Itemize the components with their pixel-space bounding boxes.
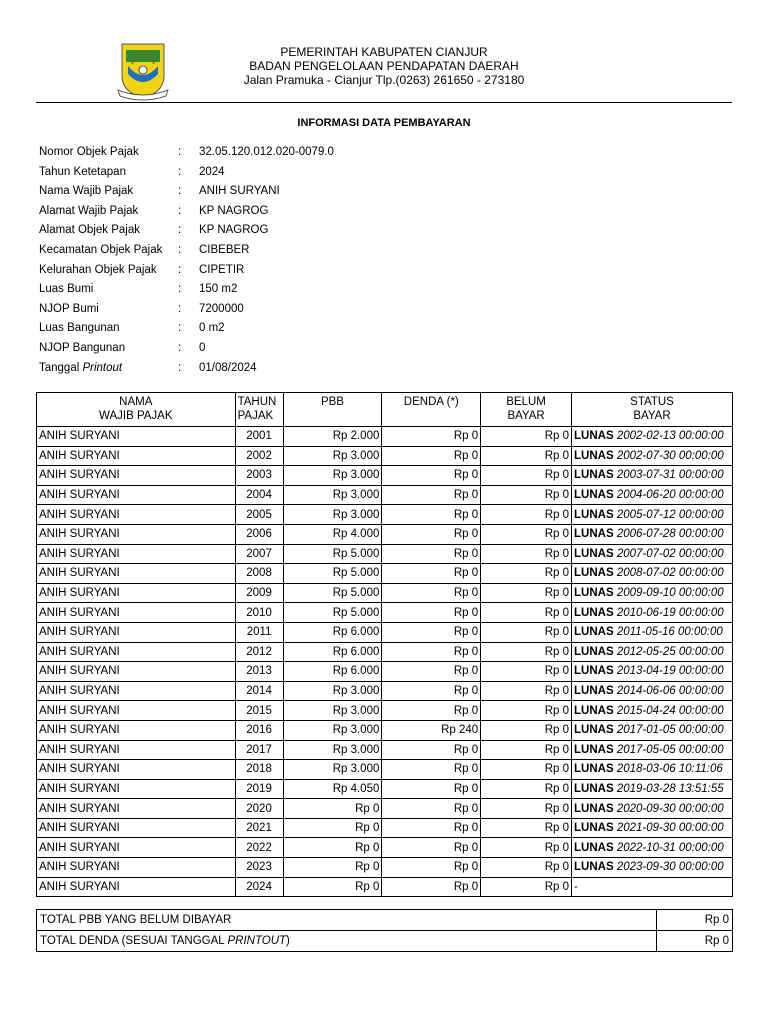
cell-nama: ANIH SURYANI	[37, 720, 236, 740]
cell-status	[572, 485, 733, 505]
cell-denda: Rp 0	[382, 818, 481, 838]
cell-tahun: 2007	[235, 544, 283, 564]
status-label: LUNAS	[574, 802, 614, 815]
status-date: 2003-07-31 00:00:00	[616, 469, 724, 482]
cell-tahun: 2006	[235, 524, 283, 544]
cell-denda: Rp 0	[382, 622, 481, 642]
cell-pbb: Rp 0	[283, 877, 382, 897]
status-label: LUNAS	[574, 841, 614, 854]
info-colon: :	[178, 361, 182, 374]
cell-tahun: 2009	[235, 583, 283, 603]
cell-denda: Rp 0	[382, 564, 481, 584]
table-row	[37, 505, 733, 525]
cell-status	[572, 838, 733, 858]
cell-denda: Rp 0	[382, 740, 481, 760]
cell-tahun: 2018	[235, 760, 283, 780]
cell-pbb: Rp 3.000	[283, 505, 382, 525]
header-line-2: BADAN PENGELOLAAN PENDAPATAN DAERAH	[249, 59, 519, 73]
cell-nama: ANIH SURYANI	[37, 583, 236, 603]
info-colon: :	[178, 322, 182, 335]
cell-belum-bayar: Rp 0	[481, 760, 572, 780]
cell-nama: ANIH SURYANI	[37, 740, 236, 760]
payment-table	[36, 392, 733, 897]
table-row	[37, 427, 733, 447]
cell-nama: ANIH SURYANI	[37, 818, 236, 838]
cell-status	[572, 662, 733, 682]
cell-nama: ANIH SURYANI	[37, 485, 236, 505]
cell-status	[572, 818, 733, 838]
status-label: -	[574, 880, 578, 893]
cell-belum-bayar: Rp 0	[481, 642, 572, 662]
cell-pbb: Rp 5.000	[283, 603, 382, 623]
totals-table	[36, 909, 733, 952]
cell-pbb: Rp 3.000	[283, 701, 382, 721]
cell-tahun: 2014	[235, 681, 283, 701]
cell-belum-bayar: Rp 0	[481, 701, 572, 721]
info-value: 150 m2	[199, 283, 238, 296]
cell-pbb: Rp 6.000	[283, 662, 382, 682]
cell-status	[572, 603, 733, 623]
status-date: 2017-05-05 00:00:00	[616, 743, 724, 756]
cell-status	[572, 427, 733, 447]
col-header-pbb: PBB	[283, 393, 382, 427]
cell-denda: Rp 0	[382, 544, 481, 564]
status-date: 2008-07-02 00:00:00	[616, 567, 724, 580]
status-date: 2002-07-30 00:00:00	[616, 449, 724, 462]
info-colon: :	[178, 283, 182, 296]
table-row	[37, 760, 733, 780]
cell-status	[572, 681, 733, 701]
cell-status	[572, 740, 733, 760]
status-label: LUNAS	[574, 645, 614, 658]
cell-status	[572, 544, 733, 564]
cell-tahun: 2016	[235, 720, 283, 740]
status-date: 2023-09-30 00:00:00	[616, 861, 724, 874]
cell-denda: Rp 0	[382, 603, 481, 623]
cell-tahun: 2020	[235, 799, 283, 819]
status-date: 2018-03-06 10:11:06	[616, 763, 723, 776]
cell-pbb: Rp 0	[283, 858, 382, 878]
cell-denda: Rp 0	[382, 858, 481, 878]
header-org	[180, 45, 588, 87]
cell-denda: Rp 0	[382, 799, 481, 819]
cell-denda: Rp 0	[382, 877, 481, 897]
table-row	[37, 466, 733, 486]
cell-tahun: 2023	[235, 858, 283, 878]
info-label: Luas Bumi	[39, 283, 94, 296]
cell-status	[572, 858, 733, 878]
table-header-row	[37, 393, 733, 427]
table-row	[37, 838, 733, 858]
cell-belum-bayar: Rp 0	[481, 622, 572, 642]
status-label: LUNAS	[574, 508, 614, 521]
cell-denda: Rp 0	[382, 838, 481, 858]
info-value: 0	[199, 341, 206, 354]
status-date: 2017-01-05 00:00:00	[616, 724, 724, 737]
status-label: LUNAS	[574, 489, 614, 502]
header-divider	[36, 102, 732, 103]
table-row	[37, 485, 733, 505]
table-row	[37, 740, 733, 760]
info-value: 32.05.120.012.020-0079.0	[199, 146, 334, 158]
cell-denda: Rp 0	[382, 642, 481, 662]
cell-belum-bayar: Rp 0	[481, 505, 572, 525]
cell-pbb: Rp 3.000	[283, 466, 382, 486]
cell-belum-bayar: Rp 0	[481, 485, 572, 505]
table-row	[37, 524, 733, 544]
cell-nama: ANIH SURYANI	[37, 799, 236, 819]
status-label: LUNAS	[574, 665, 614, 678]
cell-belum-bayar: Rp 0	[481, 740, 572, 760]
cell-tahun: 2019	[235, 779, 283, 799]
cell-tahun: 2024	[235, 877, 283, 897]
document-title: INFORMASI DATA PEMBAYARAN	[297, 117, 471, 129]
cell-status	[572, 799, 733, 819]
status-label: LUNAS	[574, 449, 614, 462]
info-value: 01/08/2024	[199, 361, 257, 374]
header-line-1: PEMERINTAH KABUPATEN CIANJUR	[280, 45, 488, 59]
info-colon: :	[178, 224, 182, 237]
table-row	[37, 877, 733, 897]
cell-belum-bayar: Rp 0	[481, 858, 572, 878]
col-header-tahun: TAHUN PAJAK	[235, 393, 283, 427]
cell-denda: Rp 0	[382, 583, 481, 603]
cell-status	[572, 466, 733, 486]
cell-nama: ANIH SURYANI	[37, 877, 236, 897]
info-colon: :	[178, 341, 182, 354]
status-date: 2014-06-06 00:00:00	[616, 685, 724, 698]
cell-belum-bayar: Rp 0	[481, 720, 572, 740]
cell-pbb: Rp 3.000	[283, 760, 382, 780]
info-value: 7200000	[199, 302, 244, 315]
cell-denda: Rp 0	[382, 427, 481, 447]
cell-nama: ANIH SURYANI	[37, 858, 236, 878]
cell-status	[572, 877, 733, 897]
cell-denda: Rp 0	[382, 485, 481, 505]
cell-tahun: 2015	[235, 701, 283, 721]
status-date: 2002-02-13 00:00:00	[616, 430, 724, 443]
table-row	[37, 701, 733, 721]
total-denda-label: TOTAL DENDA (SESUAI TANGGAL PRINTOUT)	[37, 931, 657, 952]
cell-pbb: Rp 2.000	[283, 427, 382, 447]
cell-tahun: 2017	[235, 740, 283, 760]
cell-nama: ANIH SURYANI	[37, 564, 236, 584]
cell-pbb: Rp 0	[283, 818, 382, 838]
table-row	[37, 603, 733, 623]
table-row	[37, 544, 733, 564]
table-row	[37, 583, 733, 603]
status-date: 2015-04-24 00:00:00	[616, 704, 724, 717]
cell-status	[572, 564, 733, 584]
info-value: ANIH SURYANI	[199, 185, 280, 198]
cell-status	[572, 446, 733, 466]
cell-status	[572, 524, 733, 544]
cell-belum-bayar: Rp 0	[481, 818, 572, 838]
cell-denda: Rp 240	[382, 720, 481, 740]
cell-pbb: Rp 5.000	[283, 564, 382, 584]
cell-status	[572, 760, 733, 780]
cell-denda: Rp 0	[382, 466, 481, 486]
table-row	[37, 642, 733, 662]
cell-pbb: Rp 0	[283, 838, 382, 858]
cell-denda: Rp 0	[382, 505, 481, 525]
cell-denda: Rp 0	[382, 446, 481, 466]
status-label: LUNAS	[574, 528, 614, 541]
cell-belum-bayar: Rp 0	[481, 662, 572, 682]
cell-denda: Rp 0	[382, 701, 481, 721]
info-value: CIPETIR	[199, 263, 245, 276]
cell-nama: ANIH SURYANI	[37, 427, 236, 447]
cell-belum-bayar: Rp 0	[481, 877, 572, 897]
cell-tahun: 2012	[235, 642, 283, 662]
cell-pbb: Rp 6.000	[283, 642, 382, 662]
cell-belum-bayar: Rp 0	[481, 466, 572, 486]
status-label: LUNAS	[574, 606, 614, 619]
info-colon: :	[178, 263, 182, 276]
table-row	[37, 799, 733, 819]
status-date: 2007-07-02 00:00:00	[616, 547, 724, 560]
cell-pbb: Rp 3.000	[283, 485, 382, 505]
cell-status	[572, 505, 733, 525]
cell-tahun: 2013	[235, 662, 283, 682]
cell-belum-bayar: Rp 0	[481, 681, 572, 701]
info-label: Kelurahan Objek Pajak	[39, 263, 157, 276]
status-date: 2005-07-12 00:00:00	[616, 508, 724, 521]
info-colon: :	[178, 185, 182, 198]
cell-status	[572, 701, 733, 721]
info-value: 2024	[199, 165, 225, 178]
cell-status	[572, 583, 733, 603]
info-colon: :	[178, 243, 182, 256]
cell-nama: ANIH SURYANI	[37, 446, 236, 466]
cell-status	[572, 642, 733, 662]
header-line-3: Jalan Pramuka - Cianjur Tlp.(0263) 261650 - 273180	[243, 73, 525, 87]
table-row	[37, 858, 733, 878]
cell-pbb: Rp 3.000	[283, 720, 382, 740]
cell-status	[572, 779, 733, 799]
cell-tahun: 2008	[235, 564, 283, 584]
col-header-denda: DENDA (*)	[382, 393, 481, 427]
status-date: 2012-05-25 00:00:00	[616, 645, 724, 658]
cell-tahun: 2003	[235, 466, 283, 486]
cell-belum-bayar: Rp 0	[481, 838, 572, 858]
status-label: LUNAS	[574, 547, 614, 560]
table-row	[37, 818, 733, 838]
status-label: LUNAS	[574, 724, 614, 737]
cell-tahun: 2002	[235, 446, 283, 466]
table-row	[37, 662, 733, 682]
cell-pbb: Rp 3.000	[283, 740, 382, 760]
cell-pbb: Rp 6.000	[283, 622, 382, 642]
info-value: 0 m2	[199, 322, 225, 335]
info-colon: :	[178, 204, 182, 217]
cell-pbb: Rp 3.000	[283, 681, 382, 701]
cell-denda: Rp 0	[382, 524, 481, 544]
status-date: 2021-09-30 00:00:00	[616, 822, 724, 835]
info-value: KP NAGROG	[199, 204, 269, 217]
cell-pbb: Rp 3.000	[283, 446, 382, 466]
cell-belum-bayar: Rp 0	[481, 603, 572, 623]
info-label: Kecamatan Objek Pajak	[39, 243, 163, 256]
info-label: Tanggal Printout	[39, 361, 123, 374]
cell-denda: Rp 0	[382, 779, 481, 799]
total-pbb-value: Rp 0	[657, 910, 733, 931]
status-label: LUNAS	[574, 567, 614, 580]
cell-denda: Rp 0	[382, 760, 481, 780]
cell-tahun: 2021	[235, 818, 283, 838]
status-label: LUNAS	[574, 782, 614, 795]
kabupaten-cianjur-logo	[112, 40, 174, 102]
table-row	[37, 681, 733, 701]
total-pbb-row	[37, 910, 733, 931]
info-value: CIBEBER	[199, 243, 250, 256]
status-date: 2004-06-20 00:00:00	[616, 489, 724, 502]
total-denda-value: Rp 0	[657, 931, 733, 952]
cell-belum-bayar: Rp 0	[481, 544, 572, 564]
cell-tahun: 2004	[235, 485, 283, 505]
info-label: NJOP Bangunan	[39, 341, 126, 354]
cell-belum-bayar: Rp 0	[481, 779, 572, 799]
col-header-belum-bayar: BELUM BAYAR	[481, 393, 572, 427]
total-denda-row	[37, 931, 733, 952]
cell-pbb: Rp 4.000	[283, 524, 382, 544]
status-date: 2019-03-28 13:51:55	[616, 782, 724, 795]
cell-pbb: Rp 5.000	[283, 544, 382, 564]
cell-nama: ANIH SURYANI	[37, 779, 236, 799]
cell-nama: ANIH SURYANI	[37, 603, 236, 623]
status-label: LUNAS	[574, 430, 614, 443]
cell-nama: ANIH SURYANI	[37, 505, 236, 525]
status-label: LUNAS	[574, 685, 614, 698]
cell-belum-bayar: Rp 0	[481, 524, 572, 544]
table-row	[37, 564, 733, 584]
cell-belum-bayar: Rp 0	[481, 583, 572, 603]
status-label: LUNAS	[574, 587, 614, 600]
info-colon: :	[178, 302, 182, 315]
info-value: KP NAGROG	[199, 224, 269, 237]
info-label: NJOP Bumi	[39, 302, 99, 315]
total-pbb-label: TOTAL PBB YANG BELUM DIBAYAR	[37, 910, 657, 931]
status-label: LUNAS	[574, 626, 614, 639]
info-label: Tahun Ketetapan	[39, 165, 126, 178]
col-header-nama: NAMA WAJIB PAJAK	[37, 393, 236, 427]
cell-nama: ANIH SURYANI	[37, 642, 236, 662]
cell-nama: ANIH SURYANI	[37, 622, 236, 642]
cell-status	[572, 720, 733, 740]
info-label: Alamat Objek Pajak	[39, 224, 140, 237]
table-row	[37, 779, 733, 799]
status-date: 2020-09-30 00:00:00	[616, 802, 724, 815]
cell-tahun: 2011	[235, 622, 283, 642]
info-colon: :	[178, 165, 182, 178]
cell-denda: Rp 0	[382, 681, 481, 701]
status-date: 2009-09-10 00:00:00	[616, 587, 724, 600]
cell-nama: ANIH SURYANI	[37, 544, 236, 564]
cell-pbb: Rp 4.050	[283, 779, 382, 799]
cell-belum-bayar: Rp 0	[481, 564, 572, 584]
cell-belum-bayar: Rp 0	[481, 446, 572, 466]
cell-nama: ANIH SURYANI	[37, 681, 236, 701]
cell-belum-bayar: Rp 0	[481, 799, 572, 819]
cell-nama: ANIH SURYANI	[37, 662, 236, 682]
info-label: Nama Wajib Pajak	[39, 185, 134, 198]
cell-pbb: Rp 0	[283, 799, 382, 819]
status-date: 2010-06-19 00:00:00	[616, 606, 724, 619]
cell-nama: ANIH SURYANI	[37, 524, 236, 544]
status-date: 2013-04-19 00:00:00	[616, 665, 724, 678]
cell-denda: Rp 0	[382, 662, 481, 682]
info-colon: :	[178, 146, 182, 158]
status-label: LUNAS	[574, 469, 614, 482]
status-label: LUNAS	[574, 822, 614, 835]
status-date: 2022-10-31 00:00:00	[616, 841, 724, 854]
status-label: LUNAS	[574, 861, 614, 874]
status-date: 2011-05-16 00:00:00	[616, 626, 723, 639]
cell-tahun: 2022	[235, 838, 283, 858]
cell-nama: ANIH SURYANI	[37, 466, 236, 486]
status-label: LUNAS	[574, 704, 614, 717]
table-row	[37, 720, 733, 740]
cell-belum-bayar: Rp 0	[481, 427, 572, 447]
status-label: LUNAS	[574, 763, 614, 776]
status-label: LUNAS	[574, 743, 614, 756]
cell-pbb: Rp 5.000	[283, 583, 382, 603]
table-row	[37, 622, 733, 642]
cell-nama: ANIH SURYANI	[37, 838, 236, 858]
status-date: 2006-07-28 00:00:00	[616, 528, 724, 541]
cell-tahun: 2010	[235, 603, 283, 623]
cell-status	[572, 622, 733, 642]
info-label: Luas Bangunan	[39, 322, 120, 335]
cell-tahun: 2005	[235, 505, 283, 525]
col-header-status: STATUS BAYAR	[572, 393, 733, 427]
table-row	[37, 446, 733, 466]
cell-nama: ANIH SURYANI	[37, 760, 236, 780]
info-label: Alamat Wajib Pajak	[39, 204, 139, 217]
cell-nama: ANIH SURYANI	[37, 701, 236, 721]
cell-tahun: 2001	[235, 427, 283, 447]
info-label: Nomor Objek Pajak	[39, 146, 139, 158]
